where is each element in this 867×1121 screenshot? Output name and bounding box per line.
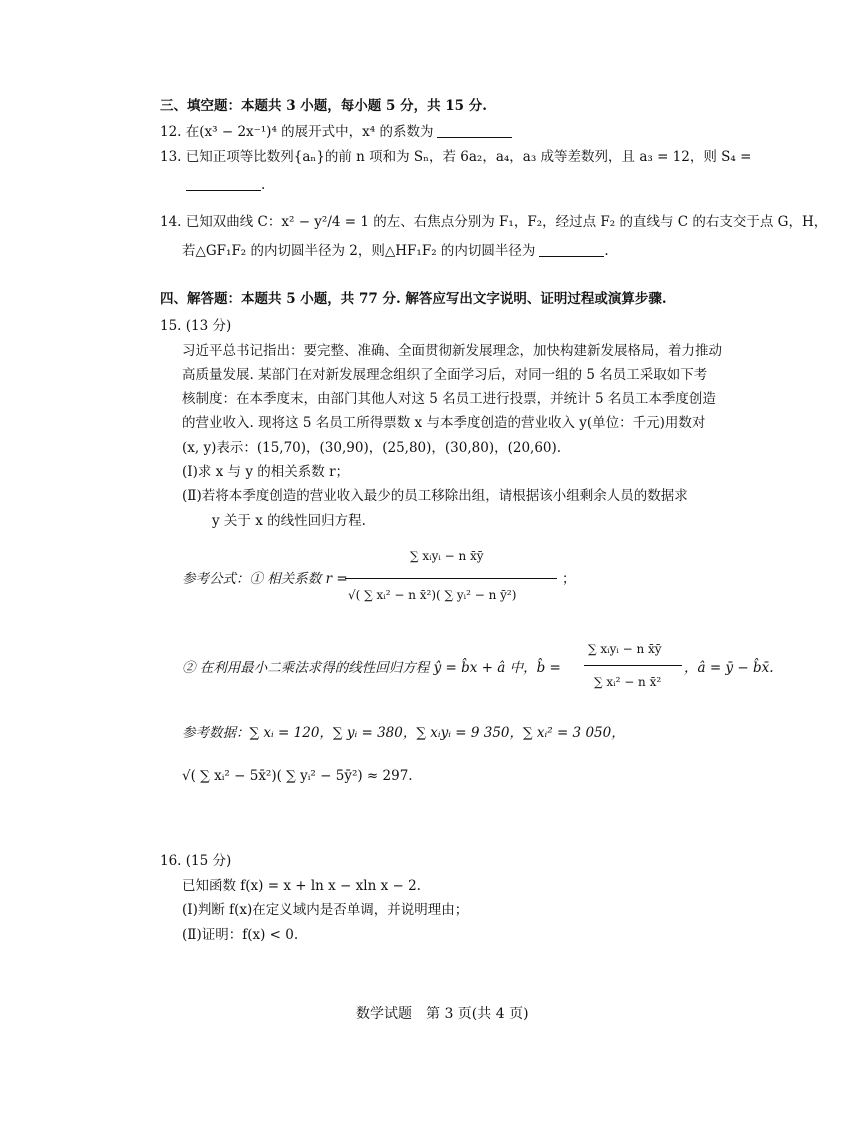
question-15-part2-line1: (Ⅱ)若将本季度创造的营业收入最少的员工移除出组，请根据该小组剩余人员的数据求 [182,488,688,504]
question-14-line1: 14. 已知双曲线 C：x² − y²/4 = 1 的左、右焦点分别为 F₁，F₂，经过点 F₂ 的直线与 C 的右支交于点 G，H， [160,214,828,230]
formula-r-fraction-bar [345,578,557,579]
formula-r-numerator: ∑ xᵢyᵢ − n x̄ȳ [410,549,484,563]
section4-heading: 四、解答题：本题共 5 小题，共 77 分. 解答应写出文字说明、证明过程或演算步骤. [160,291,667,307]
question-15-part1: (Ⅰ)求 x 与 y 的相关系数 r； [182,464,350,480]
question-15-para3: 核制度：在本季度末，由部门其他人对这 5 名员工进行投票，并统计 5 名员工本季度创造 [182,391,716,407]
answer-blank-13[interactable] [186,176,261,191]
question-15-number: 15. (13 分) [160,318,232,334]
question-13-line1: 13. 已知正项等比数列{aₙ}的前 n 项和为 Sₙ，若 6a₂，a₄，a₃ 成等差数列，且 a₃ = 12，则 S₄ = [160,149,752,165]
reference-data-line1: 参考数据：∑ xᵢ = 120，∑ yᵢ = 380，∑ xᵢyᵢ = 9 350，∑ xᵢ² = 3 050， [182,725,625,741]
question-15-para4: 的营业收入. 现将这 5 名员工所得票数 x 与本季度创造的营业收入 y(单位：千元)用数对 [182,415,706,431]
question-14-line2: 若△GF₁F₂ 的内切圆半径为 2，则△HF₁F₂ 的内切圆半径为 . [182,243,609,259]
question-16-stem: 已知函数 f(x) = x + ln x − xln x − 2. [182,878,421,894]
question-15-part2-line2: y 关于 x 的线性回归方程. [212,513,366,529]
formula-2-end: ，â = ȳ − b̂x̄. [684,660,774,676]
question-15-para1: 习近平总书记指出：要完整、准确、全面贯彻新发展理念，加快构建新发展格局，着力推动 [182,343,722,359]
question-16-part2: (Ⅱ)证明：f(x) < 0. [182,927,299,943]
formula-2-denominator: ∑ xᵢ² − n x̄² [594,675,662,689]
answer-blank-12[interactable] [437,123,512,138]
question-13-line2: . [182,176,265,193]
answer-blank-14[interactable] [539,242,604,257]
formula-r-end: ； [562,571,576,587]
question-12-text: 12. 在(x³ − 2x⁻¹)⁴ 的展开式中，x⁴ 的系数为 [160,124,434,140]
question-15-para2: 高质量发展. 某部门在对新发展理念组织了全面学习后，对同一组的 5 名员工采取如下考 [182,367,708,383]
reference-data-line2: √( ∑ xᵢ² − 5x̄²)( ∑ yᵢ² − 5ȳ²) ≈ 297. [182,768,413,784]
page-footer: 数学试题 第 3 页(共 4 页) [356,1006,529,1022]
question-12 [160,123,512,140]
question-14-text: 若△GF₁F₂ 的内切圆半径为 2，则△HF₁F₂ 的内切圆半径为 [182,243,536,259]
formula-r-label: 参考公式：① 相关系数 r = [182,571,348,587]
formula-r-denominator: √( ∑ xᵢ² − n x̄²)( ∑ yᵢ² − n ȳ²) [348,588,517,602]
question-15-para5: (x, y)表示：(15,70)，(30,90)，(25,80)，(30,80)，(20,60). [182,440,562,456]
question-16-part1: (Ⅰ)判断 f(x)在定义域内是否单调，并说明理由； [182,902,469,918]
question-16-number: 16. (15 分) [160,853,232,869]
formula-2-numerator: ∑ xᵢyᵢ − n x̄ȳ [588,642,662,656]
formula-2-fraction-bar [584,665,682,666]
formula-2-text: ② 在利用最小二乘法求得的线性回归方程 ŷ = b̂x + â 中，b̂ = [182,660,561,676]
section3-heading: 三、填空题：本题共 3 小题，每小题 5 分，共 15 分. [160,98,487,114]
